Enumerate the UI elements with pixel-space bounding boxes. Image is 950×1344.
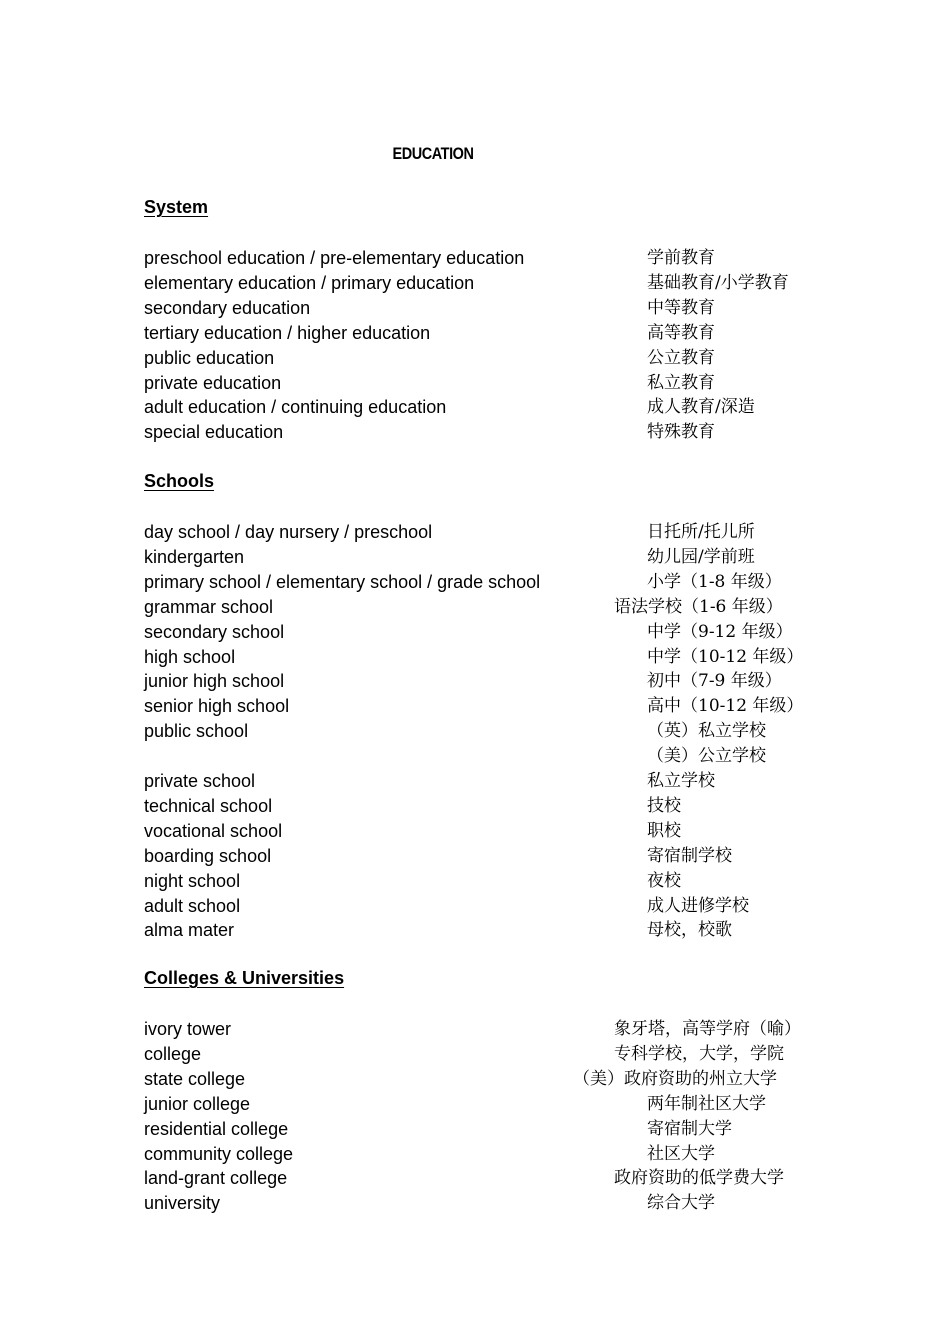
term-row [0,420,950,445]
english-term: secondary school [144,621,285,642]
term-row [0,918,950,943]
chinese-translation: 小学（1-8 年级） [647,571,782,592]
chinese-translation: 专科学校，大学，学院 [614,1043,784,1064]
term-row [0,1142,950,1167]
english-term: tertiary education / higher education [144,322,431,343]
chinese-translation: 技校 [647,795,681,816]
english-term: private education [144,372,282,393]
chinese-translation: 初中（7-9 年级） [647,671,782,692]
english-term: grammar school [144,596,274,617]
term-row [0,395,950,420]
term-row [0,595,950,620]
chinese-translation: 私立教育 [647,372,715,393]
term-row [0,346,950,371]
term-row [0,620,950,645]
term-row [0,246,950,271]
term-row [0,694,950,719]
chinese-translation: 社区大学 [647,1143,715,1164]
english-term: college [144,1043,202,1064]
english-term: junior college [144,1093,251,1114]
chinese-translation: （美）公立学校 [647,746,766,767]
chinese-translation: 寄宿制学校 [647,845,732,866]
chinese-translation: 私立学校 [647,771,715,791]
chinese-translation: 特殊教育 [647,422,715,443]
english-term: public school [144,721,249,742]
english-term: technical school [144,795,273,816]
term-row [0,1191,950,1216]
term-row [0,296,950,321]
chinese-translation: 成人教育/深造 [647,397,755,418]
english-term: secondary education [144,297,311,318]
section-heading: Colleges & Universities [144,968,345,988]
term-row [0,794,950,819]
term-row [0,570,950,595]
term-row [0,819,950,844]
chinese-translation: 基础教育/小学教育 [647,272,789,293]
english-term: vocational school [144,820,283,841]
english-term: day school / day nursery / preschool [144,522,433,542]
term-row [0,545,950,570]
chinese-translation: 学前教育 [647,248,715,268]
english-term: community college [144,1143,294,1164]
english-term: land-grant college [144,1168,288,1189]
chinese-translation: 公立教育 [647,347,715,368]
chinese-translation: 母校，校歌 [647,920,732,941]
english-term: ivory tower [144,1019,232,1039]
english-term: adult education / continuing education [144,397,447,418]
chinese-translation: 高中（10-12 年级） [647,696,804,717]
term-row [0,844,950,869]
english-term: senior high school [144,696,290,717]
english-term: high school [144,646,236,667]
term-row [0,1117,950,1142]
section-heading: System [144,197,209,217]
chinese-translation: 成人进修学校 [647,895,749,916]
term-row [0,894,950,919]
term-row [0,371,950,396]
chinese-translation: 中学（9-12 年级） [647,621,793,642]
english-term: preschool education / pre-elementary education [144,248,525,268]
english-term: night school [144,870,241,891]
english-term: university [144,1193,221,1214]
chinese-translation: （英）私立学校 [647,721,766,742]
term-row [0,520,950,545]
chinese-translation: 日托所/托儿所 [647,522,755,542]
term-row [0,321,950,346]
english-term: special education [144,422,284,443]
english-term: primary school / elementary school / grade school [144,571,541,592]
chinese-translation: 政府资助的低学费大学 [614,1168,784,1189]
english-term: adult school [144,895,241,916]
term-row [0,1067,950,1092]
english-term: state college [144,1068,246,1089]
english-term: junior high school [144,671,285,692]
chinese-translation: （美）政府资助的州立大学 [573,1068,777,1089]
term-row [0,669,950,694]
section-heading: Schools [144,471,215,491]
english-term: private school [144,771,256,791]
chinese-translation: 中学（10-12 年级） [647,646,804,667]
chinese-translation: 职校 [647,820,681,841]
chinese-translation: 夜校 [647,870,681,891]
term-row [0,769,950,794]
chinese-translation: 综合大学 [647,1193,715,1214]
english-term: boarding school [144,845,272,866]
chinese-translation: 语法学校（1-6 年级） [614,596,783,617]
chinese-translation: 两年制社区大学 [647,1093,766,1114]
term-row [0,719,950,744]
term-row [0,1166,950,1191]
english-term: public education [144,347,275,368]
english-term: alma mater [144,920,235,941]
term-row [0,1042,950,1067]
chinese-translation: 寄宿制大学 [647,1118,732,1139]
english-term: elementary education / primary education [144,272,475,293]
chinese-translation: 幼儿园/学前班 [647,546,755,567]
term-row [0,645,950,670]
chinese-translation: 中等教育 [647,297,715,318]
english-term: kindergarten [144,546,245,567]
chinese-translation: 高等教育 [647,322,715,343]
term-row [0,1092,950,1117]
document-title: EDUCATION [392,144,474,163]
english-term: residential college [144,1118,289,1139]
term-row [0,744,950,769]
term-row [0,1017,950,1042]
term-row [0,271,950,296]
chinese-translation: 象牙塔，高等学府（喻） [614,1019,801,1039]
term-row [0,869,950,894]
